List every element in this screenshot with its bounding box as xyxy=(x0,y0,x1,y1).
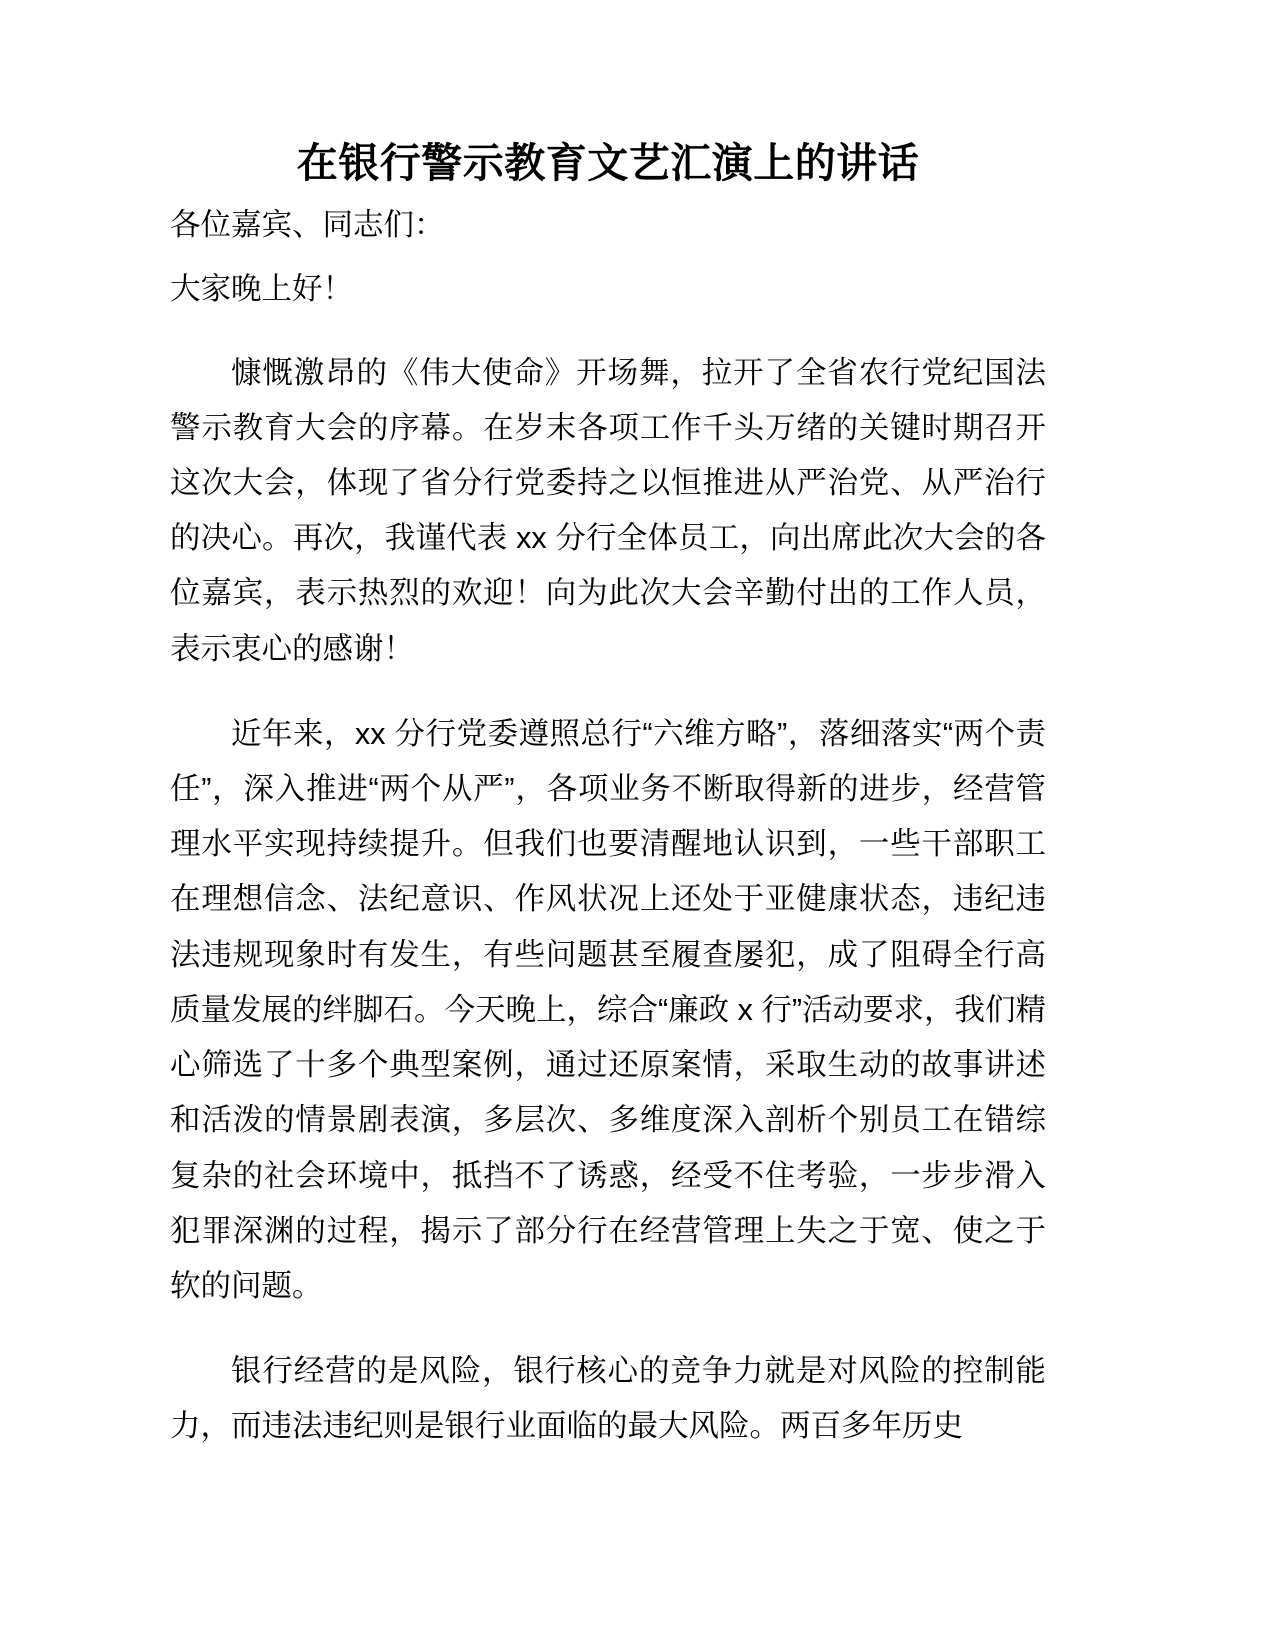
paragraph-recent-years-review: 近年来，xx 分行党委遵照总行“六维方略”，落细落实“两个责任”，深入推进“两个从严”，各项业务不断取得新的进步，经营管理水平实现持续提升。但我们也要清醒地认识到，一些干部职工在理想信念、法纪意识、作风状况上还处于亚健康状态，违纪违法违规现象时有发生，有些问题甚至履查屡犯，成了阻碍全行高质量发展的绊脚石。今天晚上，综合“廉政 x 行”活动要求，我们精心筛选了十多个典型案例，通过还原案情，采取生动的故事讲述和活泼的情景剧表演，多层次、多维度深入剖析个别员工在错综复杂的社会环境中，抵挡不了诱惑，经受不住考验，一步步滑入犯罪深渊的过程，揭示了部分行在经营管理上失之于宽、使之于软的问题。 xyxy=(170,716,1047,1303)
paragraph-opening-remarks: 慷慨激昂的《伟大使命》开场舞，拉开了全省农行党纪国法警示教育大会的序幕。在岁末各项工作千头万绪的关键时期召开这次大会，体现了省分行党委持之以恒推进从严治党、从严治行的决心。再次，我谨代表 xx 分行全体员工，向出席此次大会的各位嘉宾，表示热烈的欢迎！向为此次大会辛勤付出的工作人员，表示衷心的感谢！ xyxy=(170,355,1046,666)
document-body xyxy=(170,0,1046,1455)
spacer xyxy=(170,677,1046,707)
paragraph-salutation: 各位嘉宾、同志们： xyxy=(170,208,445,243)
paragraph-risk-management: 银行经营的是风险，银行核心的竞争力就是对风险的控制能力，而违法违纪则是银行业面临的最大风险。两百多年历史 xyxy=(170,1354,1046,1444)
spacer xyxy=(170,1314,1046,1344)
spacer xyxy=(170,189,1046,198)
page-title: 在银行警示教育文艺汇演上的讲话 xyxy=(296,140,920,186)
paragraph-greeting: 大家晚上好！ xyxy=(170,272,353,307)
spacer xyxy=(170,318,1046,346)
spacer xyxy=(170,253,1046,262)
